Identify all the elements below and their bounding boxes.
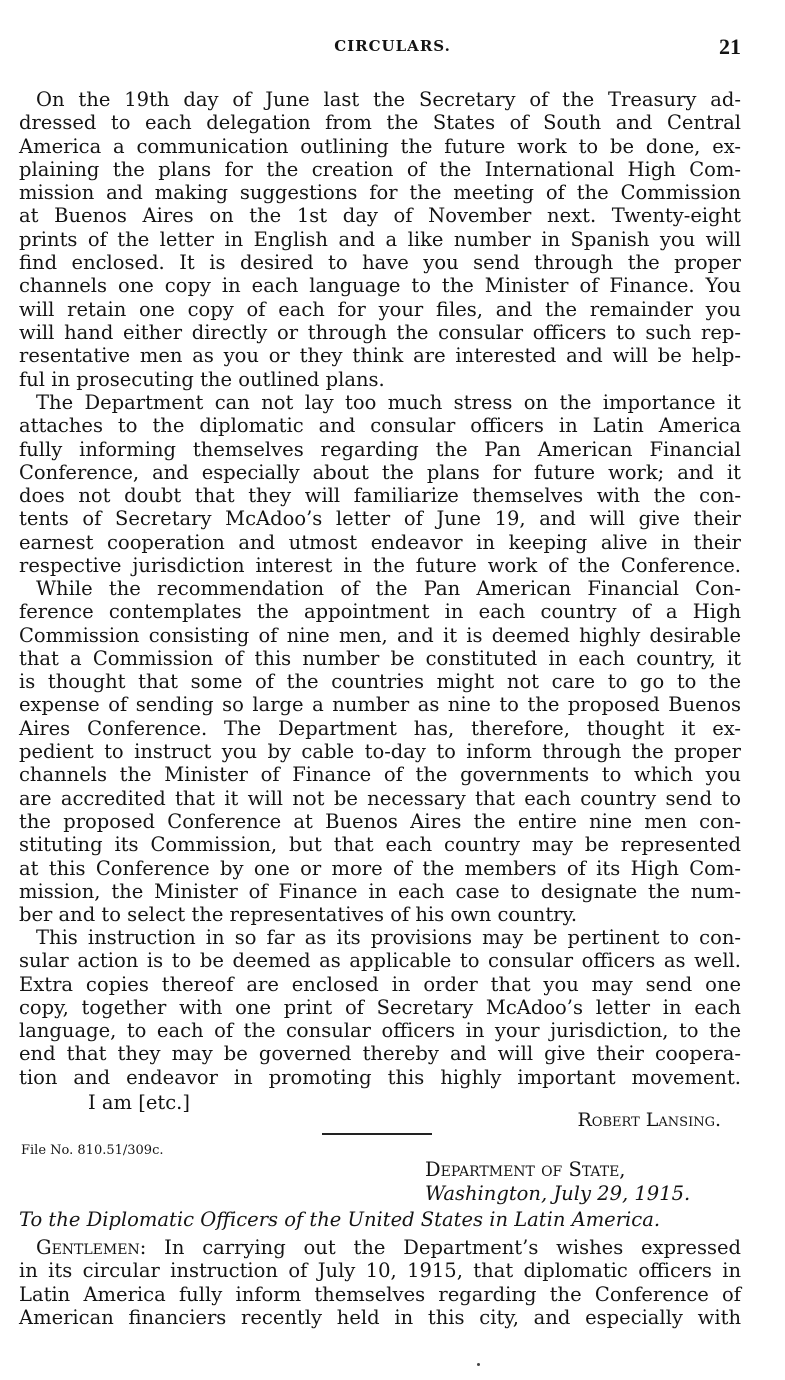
- text-line: ful in prosecuting the outlined plans.: [19, 367, 385, 391]
- file-number: File No. 810.51/309c.: [21, 1143, 164, 1158]
- paragraph-5: [19, 1236, 741, 1329]
- text-line: will retain one copy of each for your files, and the remainder you: [19, 297, 741, 321]
- text-line: attaches to the diplomatic and consular officers in Latin America: [19, 414, 741, 438]
- text-line: dressed to each delegation from the States of South and Central: [19, 111, 741, 135]
- dateline: Washington, July 29, 1915.: [425, 1182, 691, 1205]
- text-line: tents of Secretary McAdoo’s letter of June 19, and will give their: [19, 507, 741, 531]
- text-line: Aires Conference. The Department has, therefore, thought it ex-: [19, 716, 741, 740]
- text-line: On the 19th day of June last the Secretary of the Treasury ad-: [36, 88, 741, 111]
- text-line: Conference, and especially about the plans for future work; and it: [19, 460, 741, 484]
- text-line: channels one copy in each language to the Minister of Finance. You: [19, 274, 741, 298]
- text-line: The Department can not lay too much stress on the importance it: [36, 391, 741, 414]
- text-line: end that they may be governed thereby and will give their coopera-: [19, 1042, 741, 1066]
- text-line: American financiers recently held in this city, and especially with: [19, 1305, 741, 1329]
- text-line: is thought that some of the countries might not care to go to the: [19, 670, 741, 694]
- paragraph-4: [19, 926, 741, 1089]
- paragraph-3: [19, 577, 741, 926]
- text-line: in its circular instruction of July 10, 1915, that diplomatic officers in: [19, 1259, 741, 1283]
- paragraph-2: [19, 391, 741, 577]
- text-line: Latin America fully inform themselves regarding the Conference of: [19, 1282, 741, 1306]
- text-line: earnest cooperation and utmost endeavor in keeping alive in their: [19, 530, 741, 554]
- text-line: fully informing themselves regarding the Pan American Financial: [19, 437, 741, 461]
- text-line: ference contemplates the appointment in each country of a High: [19, 600, 741, 624]
- closing: I am [etc.]: [88, 1091, 190, 1114]
- text-line: language, to each of the consular officers in your jurisdiction, to the: [19, 1019, 741, 1043]
- text-line: copy, together with one print of Secretary McAdoo’s letter in each: [19, 995, 741, 1019]
- text-line: respective jurisdiction interest in the future work of the Conference.: [19, 554, 741, 578]
- department-heading: Department of State,: [425, 1158, 626, 1181]
- text-line: expense of sending so large a number as nine to the proposed Buenos: [19, 693, 741, 717]
- text-line: Extra copies thereof are enclosed in order that you may send one: [19, 972, 741, 996]
- addressee: To the Diplomatic Officers of the United States in Latin America.: [19, 1208, 661, 1231]
- text-line: resentative men as you or they think are interested and will be help-: [19, 344, 741, 368]
- text-line: the proposed Conference at Buenos Aires the entire nine men con-: [19, 809, 741, 833]
- text-line: mission and making suggestions for the meeting of the Commission: [19, 181, 741, 205]
- text-line: at this Conference by one or more of the members of its High Com-: [19, 856, 741, 880]
- text-line: channels the Minister of Finance of the governments to which you: [19, 763, 741, 787]
- page-number: 21: [719, 34, 741, 59]
- text-line: pedient to instruct you by cable to-day to inform through the proper: [19, 740, 741, 764]
- text-line: will hand either directly or through the consular officers to such rep-: [19, 320, 741, 344]
- text-line: does not doubt that they will familiarize themselves with the con-: [19, 484, 741, 508]
- section-divider: [322, 1133, 432, 1135]
- text-line: that a Commission of this number be constituted in each country, it: [19, 646, 741, 670]
- text-line: While the recommendation of the Pan American Financial Con-: [36, 577, 741, 600]
- text-line: Commission consisting of nine men, and it is deemed highly desirable: [19, 623, 741, 647]
- text-line: at Buenos Aires on the 1st day of November next. Twenty-eight: [19, 204, 741, 228]
- paragraph-1: [19, 88, 741, 391]
- text-line: Gentlemen: In carrying out the Department’s wishes expressed: [36, 1236, 741, 1259]
- salutation: Gentlemen: [36, 1236, 140, 1259]
- signature: Robert Lansing.: [577, 1109, 721, 1131]
- text-line: are accredited that it will not be necessary that each country send to: [19, 786, 741, 810]
- text-line: sular action is to be deemed as applicable to consular officers as well.: [19, 949, 741, 973]
- text-line: This instruction in so far as its provisions may be pertinent to con-: [36, 926, 741, 949]
- text-line: tion and endeavor in promoting this highly important movement.: [19, 1065, 741, 1089]
- running-header: CIRCULARS.: [334, 37, 451, 55]
- text-line: find enclosed. It is desired to have you send through the proper: [19, 251, 741, 275]
- text-line: stituting its Commission, but that each country may be represented: [19, 833, 741, 857]
- text-line: ber and to select the representatives of his own country.: [19, 903, 578, 927]
- salutation-continuation: In carrying out the Department’s wishes expressed: [164, 1236, 741, 1259]
- print-speck: [477, 1363, 480, 1366]
- text-line: plaining the plans for the creation of the International High Com-: [19, 157, 741, 181]
- text-line: prints of the letter in English and a like number in Spanish you will: [19, 227, 741, 251]
- text-line: America a communication outlining the future work to be done, ex-: [19, 134, 741, 158]
- text-line: mission, the Minister of Finance in each case to designate the num-: [19, 879, 741, 903]
